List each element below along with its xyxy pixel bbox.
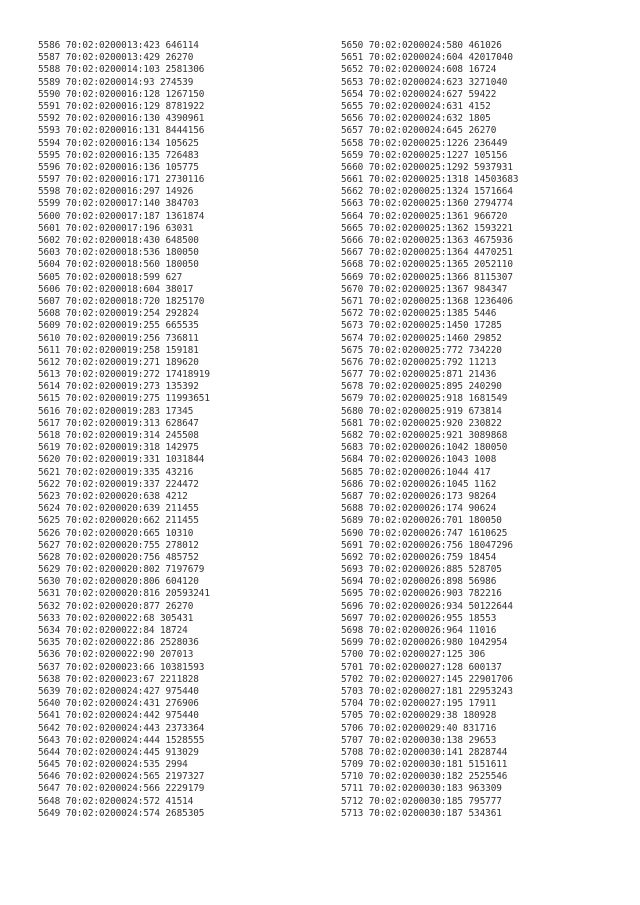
record-row: 5622 70:02:0200019:337 224472	[38, 478, 199, 490]
record-row: 5602 70:02:0200018:430 648500	[38, 235, 199, 246]
record-row: 5621 70:02:0200019:335 43216	[38, 466, 194, 478]
record-row: 5676 70:02:0200025:792 11213	[341, 356, 497, 368]
record-row: 5641 70:02:0200024:442 975440	[38, 710, 199, 722]
record-row: 5634 70:02:0200022:84 18724	[38, 625, 188, 636]
record-row: 5703 70:02:0200027:181 22953243	[341, 685, 513, 697]
record-row: 5685 70:02:0200026:1044 417	[341, 466, 491, 478]
record-row: 5692 70:02:0200026:759 18454	[341, 551, 497, 563]
record-row: 5654 70:02:0200024:627 59422	[341, 88, 497, 100]
record-row: 5595 70:02:0200016:135 726483	[38, 149, 199, 161]
record-row: 5683 70:02:0200026:1042 180050	[341, 442, 508, 454]
record-row: 5711 70:02:0200030:183 963309	[341, 783, 502, 795]
record-row: 5628 70:02:0200020:756 485752	[38, 551, 199, 563]
record-row: 5694 70:02:0200026:898 56986	[341, 576, 497, 588]
record-row: 5626 70:02:0200020:665 10310	[38, 527, 194, 539]
record-row: 5653 70:02:0200024:623 3271040	[341, 76, 508, 88]
record-row: 5652 70:02:0200024:608 16724	[341, 64, 497, 76]
record-row: 5597 70:02:0200016:171 2730116	[38, 174, 205, 186]
record-row: 5618 70:02:0200019:314 245508	[38, 430, 199, 441]
record-row: 5586 70:02:0200013:423 646114	[38, 40, 199, 51]
record-row: 5670 70:02:0200025:1367 984347	[341, 283, 508, 295]
record-row: 5633 70:02:0200022:68 305431	[38, 612, 194, 624]
record-row: 5639 70:02:0200024:427 975440	[38, 685, 199, 697]
record-row: 5661 70:02:0200025:1318 14503683	[341, 174, 519, 186]
record-row: 5713 70:02:0200030:187 534361	[341, 807, 502, 819]
record-row: 5646 70:02:0200024:565 2197327	[38, 771, 205, 783]
record-row: 5658 70:02:0200025:1226 236449	[341, 137, 508, 149]
record-row: 5605 70:02:0200018:599 627	[38, 271, 183, 283]
record-row: 5693 70:02:0200026:885 528705	[341, 564, 502, 576]
record-list-left-column	[38, 40, 210, 820]
record-row: 5688 70:02:0200026:174 90624	[341, 503, 497, 515]
record-row: 5613 70:02:0200019:272 17418919	[38, 369, 210, 381]
record-row: 5699 70:02:0200026:980 1042954	[341, 637, 508, 649]
record-row: 5598 70:02:0200016:297 14926	[38, 186, 194, 198]
record-row: 5672 70:02:0200025:1385 5446	[341, 308, 497, 320]
record-row: 5689 70:02:0200026:701 180050	[341, 515, 502, 527]
record-row: 5600 70:02:0200017:187 1361874	[38, 210, 205, 222]
record-row: 5701 70:02:0200027:128 600137	[341, 661, 502, 673]
record-row: 5675 70:02:0200025:772 734220	[341, 344, 502, 356]
record-row: 5662 70:02:0200025:1324 1571664	[341, 186, 513, 198]
record-row: 5601 70:02:0200017:196 63031	[38, 222, 194, 234]
record-row: 5635 70:02:0200022:86 2528036	[38, 637, 199, 649]
record-row: 5638 70:02:0200023:67 2211828	[38, 673, 199, 685]
record-row: 5588 70:02:0200014:103 2581306	[38, 64, 205, 76]
record-row: 5616 70:02:0200019:283 17345	[38, 405, 194, 417]
record-row: 5669 70:02:0200025:1366 8115307	[341, 271, 513, 283]
record-row: 5657 70:02:0200024:645 26270	[341, 125, 497, 137]
record-row: 5629 70:02:0200020:802 7197679	[38, 564, 205, 576]
record-row: 5656 70:02:0200024:632 1805	[341, 113, 491, 125]
record-row: 5645 70:02:0200024:535 2994	[38, 759, 188, 771]
record-row: 5615 70:02:0200019:275 11993651	[38, 393, 210, 405]
record-row: 5593 70:02:0200016:131 8444156	[38, 125, 205, 137]
record-row: 5706 70:02:0200029:40 831716	[341, 722, 497, 734]
record-row: 5710 70:02:0200030:182 2525546	[341, 771, 508, 783]
record-row: 5644 70:02:0200024:445 913029	[38, 746, 199, 758]
record-row: 5589 70:02:0200014:93 274539	[38, 76, 194, 88]
record-list-right-column	[341, 40, 518, 820]
record-row: 5603 70:02:0200018:536 180050	[38, 247, 199, 259]
record-row: 5619 70:02:0200019:318 142975	[38, 442, 199, 454]
record-row: 5648 70:02:0200024:572 41514	[38, 795, 194, 807]
record-row: 5617 70:02:0200019:313 628647	[38, 417, 199, 429]
record-row: 5698 70:02:0200026:964 11016	[341, 625, 497, 636]
record-row: 5624 70:02:0200020:639 211455	[38, 503, 199, 515]
record-row: 5627 70:02:0200020:755 278012	[38, 539, 199, 551]
record-row: 5681 70:02:0200025:920 230822	[341, 417, 502, 429]
record-row: 5625 70:02:0200020:662 211455	[38, 515, 199, 527]
record-row: 5708 70:02:0200030:141 2828744	[341, 746, 508, 758]
record-row: 5632 70:02:0200020:877 26270	[38, 600, 194, 612]
record-row: 5642 70:02:0200024:443 2373364	[38, 722, 205, 734]
record-row: 5697 70:02:0200026:955 18553	[341, 612, 497, 624]
record-row: 5704 70:02:0200027:195 17911	[341, 698, 497, 710]
record-row: 5587 70:02:0200013:429 26270	[38, 52, 194, 64]
record-row: 5596 70:02:0200016:136 105775	[38, 161, 199, 173]
record-row: 5667 70:02:0200025:1364 4470251	[341, 247, 513, 259]
record-row: 5666 70:02:0200025:1363 4675936	[341, 235, 513, 246]
record-row: 5612 70:02:0200019:271 189620	[38, 356, 199, 368]
record-row: 5695 70:02:0200026:903 782216	[341, 588, 502, 600]
record-row: 5700 70:02:0200027:125 306	[341, 649, 486, 661]
record-row: 5664 70:02:0200025:1361 966720	[341, 210, 508, 222]
record-row: 5607 70:02:0200018:720 1825170	[38, 295, 205, 307]
record-row: 5680 70:02:0200025:919 673814	[341, 405, 502, 417]
record-row: 5674 70:02:0200025:1460 29852	[341, 332, 502, 344]
record-row: 5637 70:02:0200023:66 10381593	[38, 661, 205, 673]
record-row: 5630 70:02:0200020:806 604120	[38, 576, 199, 588]
record-row: 5599 70:02:0200017:140 384703	[38, 198, 199, 210]
record-row: 5643 70:02:0200024:444 1528555	[38, 734, 205, 746]
record-row: 5623 70:02:0200020:638 4212	[38, 490, 188, 502]
record-row: 5679 70:02:0200025:918 1681549	[341, 393, 508, 405]
record-row: 5659 70:02:0200025:1227 105156	[341, 149, 508, 161]
record-row: 5678 70:02:0200025:895 240290	[341, 381, 502, 393]
record-row: 5591 70:02:0200016:129 8781922	[38, 100, 205, 112]
record-row: 5611 70:02:0200019:258 159181	[38, 344, 199, 356]
record-row: 5686 70:02:0200026:1045 1162	[341, 478, 497, 490]
record-row: 5677 70:02:0200025:871 21436	[341, 369, 497, 381]
record-row: 5684 70:02:0200026:1043 1008	[341, 454, 497, 466]
record-row: 5691 70:02:0200026:756 18047296	[341, 539, 513, 551]
record-row: 5636 70:02:0200022:90 207013	[38, 649, 194, 661]
record-row: 5687 70:02:0200026:173 98264	[341, 490, 497, 502]
record-row: 5610 70:02:0200019:256 736811	[38, 332, 199, 344]
record-row: 5606 70:02:0200018:604 38017	[38, 283, 194, 295]
record-row: 5590 70:02:0200016:128 1267150	[38, 88, 205, 100]
record-row: 5620 70:02:0200019:331 1031844	[38, 454, 205, 466]
record-row: 5665 70:02:0200025:1362 1593221	[341, 222, 513, 234]
record-row: 5663 70:02:0200025:1360 2794774	[341, 198, 513, 210]
record-row: 5673 70:02:0200025:1450 17285	[341, 320, 502, 332]
record-row: 5690 70:02:0200026:747 1610625	[341, 527, 508, 539]
record-row: 5608 70:02:0200019:254 292824	[38, 308, 199, 320]
record-row: 5660 70:02:0200025:1292 5937931	[341, 161, 513, 173]
record-row: 5592 70:02:0200016:130 4390961	[38, 113, 205, 125]
record-row: 5655 70:02:0200024:631 4152	[341, 100, 491, 112]
record-row: 5696 70:02:0200026:934 50122644	[341, 600, 513, 612]
record-row: 5682 70:02:0200025:921 3089868	[341, 430, 508, 441]
record-row: 5649 70:02:0200024:574 2685305	[38, 807, 205, 819]
record-row: 5668 70:02:0200025:1365 2052110	[341, 259, 513, 271]
record-row: 5702 70:02:0200027:145 22901706	[341, 673, 513, 685]
record-row: 5614 70:02:0200019:273 135392	[38, 381, 199, 393]
record-row: 5647 70:02:0200024:566 2229179	[38, 783, 205, 795]
record-row: 5671 70:02:0200025:1368 1236406	[341, 295, 513, 307]
record-row: 5640 70:02:0200024:431 276906	[38, 698, 199, 710]
record-row: 5604 70:02:0200018:560 180050	[38, 259, 199, 271]
record-row: 5705 70:02:0200029:38 180928	[341, 710, 497, 722]
record-row: 5707 70:02:0200030:138 29653	[341, 734, 497, 746]
record-row: 5594 70:02:0200016:134 105625	[38, 137, 199, 149]
record-row: 5712 70:02:0200030:185 795777	[341, 795, 502, 807]
record-row: 5651 70:02:0200024:604 42017040	[341, 52, 513, 64]
record-row: 5609 70:02:0200019:255 665535	[38, 320, 199, 332]
record-row: 5650 70:02:0200024:580 461026	[341, 40, 502, 51]
record-row: 5709 70:02:0200030:181 5151611	[341, 759, 508, 771]
record-row: 5631 70:02:0200020:816 20593241	[38, 588, 210, 600]
